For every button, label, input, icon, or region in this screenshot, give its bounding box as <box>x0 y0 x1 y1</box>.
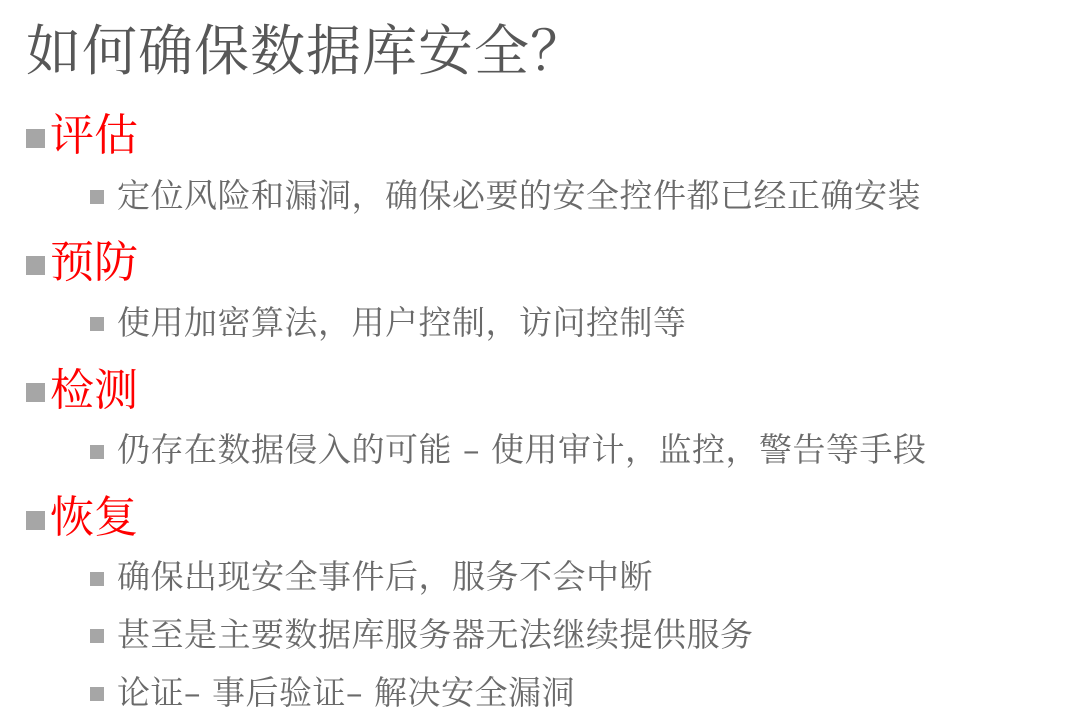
square-bullet-icon <box>90 629 104 643</box>
section-recovery <box>26 493 1060 712</box>
section-heading: 预防 <box>50 237 138 289</box>
bullet-item-level1 <box>26 366 1060 417</box>
bullet-item-level2 <box>90 557 1060 597</box>
bullet-text: 甚至是主要数据库服务器无法继续提供服务 <box>117 615 754 654</box>
bullet-item-level2 <box>90 673 1060 713</box>
square-bullet-icon <box>90 687 104 701</box>
section-heading: 评估 <box>50 110 138 162</box>
square-bullet-icon <box>26 256 45 275</box>
bullet-text: 确保出现安全事件后，服务不会中断 <box>117 557 653 597</box>
bullet-item-level1 <box>26 238 1060 289</box>
section-detection <box>26 366 1060 470</box>
bullet-item-level2 <box>90 176 1060 216</box>
bullet-text: 定位风险和漏洞，确保必要的安全控件都已经正确安装 <box>117 175 921 215</box>
bullet-item-level1 <box>26 493 1060 544</box>
square-bullet-icon <box>26 383 45 402</box>
section-assessment <box>26 111 1060 215</box>
bullet-item-level1 <box>26 111 1060 162</box>
bullet-item-level2 <box>90 615 1060 655</box>
square-bullet-icon <box>90 317 104 331</box>
square-bullet-icon <box>90 572 104 586</box>
bullet-text: 使用加密算法，用户控制，访问控制等 <box>117 303 687 343</box>
square-bullet-icon <box>90 190 104 204</box>
square-bullet-icon <box>26 511 45 530</box>
slide-title: 如何确保数据库安全？ <box>26 19 587 83</box>
square-bullet-icon <box>26 129 45 148</box>
section-prevention <box>26 238 1060 342</box>
section-heading: 检测 <box>50 364 138 416</box>
bullet-item-level2 <box>90 303 1060 343</box>
square-bullet-icon <box>90 445 104 459</box>
bullet-text: 论证– 事后验证– 解决安全漏洞 <box>117 672 575 712</box>
section-heading: 恢复 <box>50 491 138 543</box>
bullet-text: 仍存在数据侵入的可能 – 使用审计，监控，警告等手段 <box>117 430 927 470</box>
bullet-item-level2 <box>90 430 1060 470</box>
